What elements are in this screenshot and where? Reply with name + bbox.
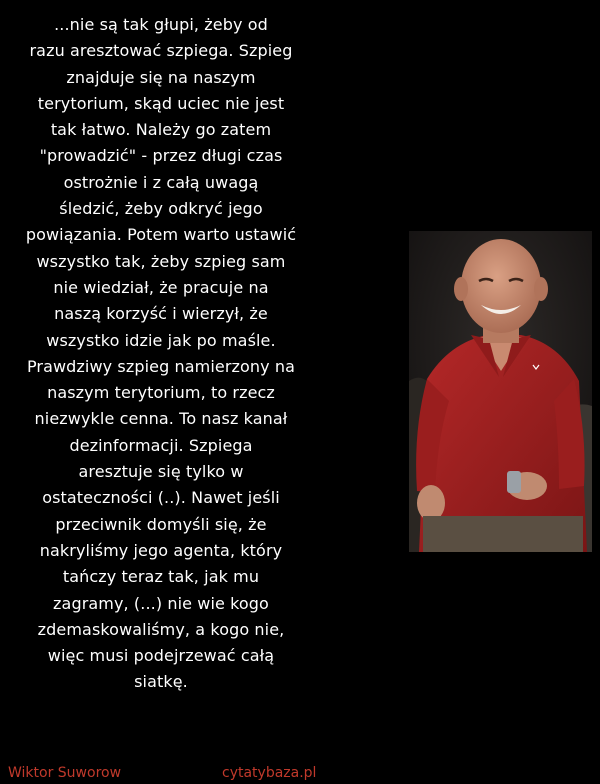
quote-line: Prawdziwy szpieg namierzony na <box>26 356 296 376</box>
quote-line: naszym terytorium, to rzecz <box>47 383 275 403</box>
quote-line: zagramy, (...) nie wie kogo <box>53 593 269 613</box>
quote-line: aresztuje się tylko w <box>78 462 244 482</box>
quote-line: śledzić, żeby odkryć jego <box>59 199 263 219</box>
quote-line: niezwykle cenna. To nasz kanał <box>34 409 288 429</box>
quote-line: przeciwnik domyśli się, że <box>55 514 267 534</box>
quote-line: siatkę. <box>134 672 188 692</box>
quote-line: zdemaskowaliśmy, a kogo nie, <box>37 619 285 639</box>
quote-line: tańczy teraz tak, jak mu <box>62 567 260 587</box>
quote-line: dezinformacji. Szpiega <box>69 435 253 455</box>
quote-line: tak łatwo. Należy go zatem <box>50 120 272 140</box>
quote-line: ostateczności (..). Nawet jeśli <box>42 488 280 508</box>
author-name: Wiktor Suworow <box>8 765 122 781</box>
quote-line: nakryliśmy jego agenta, który <box>39 540 283 560</box>
quote-line: ...nie są tak głupi, żeby od <box>54 15 268 34</box>
quote-line: "prowadzić" - przez długi czas <box>39 146 283 166</box>
quote-line: razu aresztować szpiega. Szpieg <box>29 41 293 61</box>
quote-text <box>6 12 316 696</box>
quote-line: więc musi podejrzewać całą <box>47 646 275 666</box>
quote-line: powiązania. Potem warto ustawić <box>25 225 297 245</box>
quote-line: wszystko idzie jak po maśle. <box>46 330 276 350</box>
quote-line: naszą korzyść i wierzył, że <box>54 304 268 324</box>
quote-line: znajduje się na naszym <box>66 67 256 87</box>
quote-line: wszystko tak, żeby szpieg sam <box>36 251 286 271</box>
site-name[interactable]: cytatybaza.pl <box>222 765 317 781</box>
quote-line: terytorium, skąd uciec nie jest <box>37 93 285 113</box>
quote-line: nie wiedział, że pracuje na <box>53 277 269 297</box>
quote-line: ostrożnie i z całą uwagą <box>63 172 259 192</box>
author-photo <box>409 231 592 552</box>
